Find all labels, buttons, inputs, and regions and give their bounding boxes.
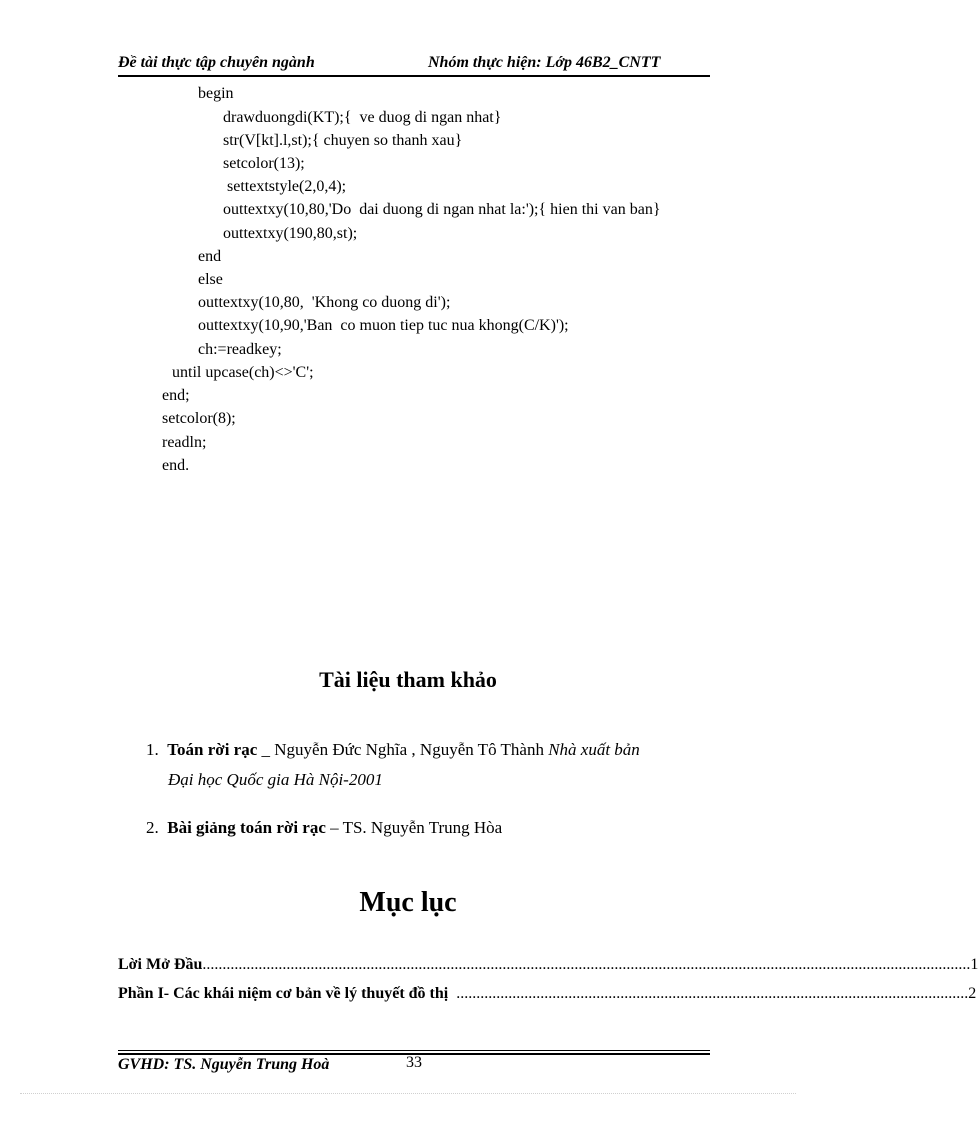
code-line: begin bbox=[198, 85, 234, 102]
reference-authors: – TS. Nguyễn Trung Hòa bbox=[325, 818, 503, 837]
toc-row[interactable] bbox=[118, 985, 977, 1003]
reference-item-1 bbox=[146, 740, 640, 760]
toc-heading: Mục lục bbox=[359, 887, 457, 918]
code-line: str(V[kt].l,st);{ chuyen so thanh xau} bbox=[223, 132, 463, 149]
page-edge-dotted bbox=[20, 1093, 796, 1094]
reference-item-1-cont bbox=[168, 770, 383, 790]
code-line: settextstyle(2,0,4); bbox=[223, 178, 347, 195]
reference-number: 2. bbox=[146, 818, 159, 837]
toc-page: 1 bbox=[970, 956, 978, 973]
reference-authors: _ Nguyễn Đức Nghĩa , Nguyễn Tô Thành bbox=[257, 740, 549, 759]
toc-row[interactable] bbox=[118, 956, 978, 974]
reference-title: Bài giảng toán rời rạc bbox=[167, 818, 326, 837]
code-line: outtextxy(10,80, 'Khong co duong di'); bbox=[198, 294, 451, 311]
reference-publisher-cont: Đại học Quốc gia Hà Nội-2001 bbox=[168, 770, 383, 789]
code-line: outtextxy(10,90,'Ban co muon tiep tuc nua khong(C/K)'); bbox=[198, 317, 569, 334]
references-heading: Tài liệu tham khảo bbox=[319, 667, 497, 692]
toc-label: Phần I- Các khái niệm cơ bản về lý thuyết đồ thị bbox=[118, 985, 449, 1002]
code-line: outtextxy(190,80,st); bbox=[223, 225, 358, 242]
code-line: setcolor(13); bbox=[223, 155, 305, 172]
code-line: ch:=readkey; bbox=[198, 341, 282, 358]
reference-number: 1. bbox=[146, 740, 159, 759]
code-line: outtextxy(10,80,'Do dai duong di ngan nhat la:');{ hien thi van ban} bbox=[223, 201, 661, 218]
toc-leader: ................................................................................................................................................................................................ bbox=[202, 956, 971, 973]
header-title-right: Nhóm thực hiện: Lớp 46B2_CNTT bbox=[428, 54, 661, 71]
reference-publisher: Nhà xuất bản bbox=[548, 740, 640, 759]
footer-supervisor: GVHD: TS. Nguyễn Trung Hoà bbox=[118, 1056, 330, 1073]
footer-rule bbox=[118, 1050, 710, 1051]
code-line: setcolor(8); bbox=[162, 410, 236, 427]
code-line: end; bbox=[162, 387, 190, 404]
reference-item-2 bbox=[146, 818, 502, 838]
code-line: end bbox=[198, 248, 222, 265]
code-line: drawduongdi(KT);{ ve duog di ngan nhat} bbox=[223, 109, 502, 126]
toc-page: 2 bbox=[968, 985, 977, 1002]
code-line: until upcase(ch)<>'C'; bbox=[172, 364, 314, 381]
header-rule bbox=[118, 75, 710, 77]
code-line: end. bbox=[162, 457, 190, 474]
toc-leader: ................................................................................................................................ bbox=[448, 985, 969, 1002]
toc-label: Lời Mở Đầu bbox=[118, 956, 203, 973]
code-line: readln; bbox=[162, 434, 207, 451]
page-number: 33 bbox=[406, 1054, 422, 1071]
code-line: else bbox=[198, 271, 223, 288]
reference-title: Toán rời rạc bbox=[167, 740, 258, 759]
header-title-left: Đề tài thực tập chuyên ngành bbox=[118, 54, 315, 71]
